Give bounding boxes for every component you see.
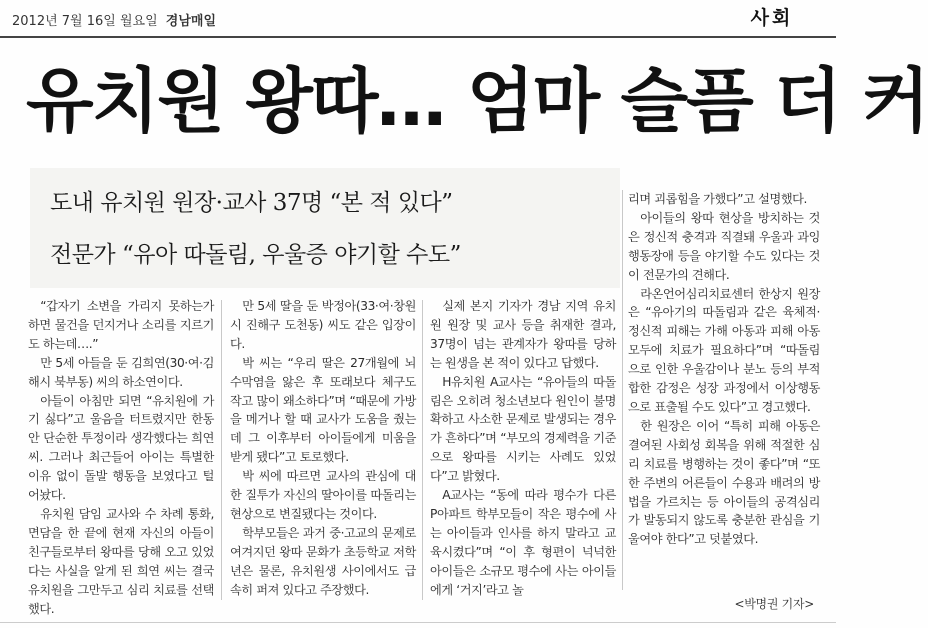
column-divider [422, 300, 423, 600]
reporter-byline: <박명권 기자> [734, 597, 814, 611]
paragraph: 유치원 담임 교사와 수 차례 통화, 면담을 한 끝에 현재 자신의 아들이 친구들로부터 왕따를 당해 오고 있었다는 사실을 알게 된 희연 씨는 결국 유치원을 그만두고 심리 치료를 선택했다. [28, 506, 214, 616]
article-column-4 [628, 190, 820, 549]
paragraph: 만 5세 아들을 둔 김희연(30·여·김해시 북부동) 씨의 하소연이다. [28, 355, 214, 389]
column-divider [221, 300, 222, 600]
paragraph: 학부모들은 과거 중·고교의 문제로 여겨지던 왕따 문화가 초등학교 저학년은 물론, 유치원생 사이에서도 급속히 퍼져 있다고 주장했다. [230, 525, 416, 597]
paragraph: 아들이 아침만 되면 “유치원에 가기 싫다”고 울음을 터트렸지만 한동안 단순한 투정이라 생각했다는 희연 씨. 그러나 최근들어 아이는 특별한 이유 없이 돌발 행동을 보였다고 털어놨다. [28, 393, 214, 503]
paragraph: “갑자기 소변을 가리지 못하는가 하면 물건을 던지거나 소리를 지르기도 하는데….” [28, 299, 214, 351]
subhead-1: 도내 유치원 원장·교사 37명 “본 적 있다” [50, 190, 453, 216]
paragraph: H유치원 A교사는 “유아들의 따돌림은 오히려 청소년보다 원인이 불명확하고 사소한 문제로 발생되는 경우가 흔하다”며 “부모의 경제력을 기준으로 왕따를 시키는 사례도 있었다”고 밝혔다. [430, 374, 616, 484]
publication-name: 경남매일 [165, 14, 217, 29]
article-column-3 [430, 297, 616, 600]
bottom-divider [0, 622, 836, 623]
paragraph: 실제 본지 기자가 경남 지역 유치원 원장 및 교사 등을 취재한 결과, 37명이 넘는 관계자가 왕따를 당하는 원생을 본 적이 있다고 답했다. [430, 299, 616, 370]
issue-date: 2012년 7월 16일 월요일 [12, 14, 158, 29]
paragraph: A교사는 “동에 따라 평수가 다른 P아파트 학부모들이 작은 평수에 사는 아이들과 인사를 하지 말라고 교육시켰다”며 “이 후 형편이 넉넉한 아이들은 소규모 평수에 사는 아이들에게 ‘거지’라고 놀 [430, 488, 616, 597]
column-divider [622, 190, 623, 590]
paragraph: 한 원장은 이어 “특히 피해 아동은 결여된 사회성 회복을 위해 적절한 심리 치료를 병행하는 것이 좋다”며 “또한 주변의 어른들이 수용과 배려의 방법을 가르치는 등 아이들의 공격심리가 발동되지 않도록 충분한 관심을 기울여야 한다”고 덧붙였다. [628, 418, 820, 547]
paragraph: 라온언어심리치료센터 한상지 원장은 “유아기의 따돌림과 같은 육체적·정신적 피해는 가해 아동과 피해 아동 모두에 치료가 필요하다”며 “따돌림으로 인한 우울감이나 분노 등의 부적합한 감정은 성장 과정에서 이상행동으로 표출될 수도 있다”고 경고했다. [628, 286, 820, 414]
paragraph: 아이들의 왕따 현상을 방치하는 것은 정신적 충격과 직결돼 우울과 과잉행동장애 등을 야기할 수도 있다는 것이 전문가의 견해다. [628, 210, 820, 282]
article-column-1 [28, 297, 214, 618]
paragraph: 박 씨에 따르면 교사의 관심에 대한 질투가 자신의 딸아이를 따돌리는 현상으로 변질됐다는 것이다. [230, 469, 416, 521]
section-label: 사회 [750, 7, 794, 29]
paragraph: 만 5세 딸을 둔 박정아(33·여·창원시 진해구 도천동) 씨도 같은 입장이다. [230, 299, 416, 351]
article-headline: 유치원 왕따… 엄마 슬픔 더 커 [26, 60, 928, 142]
page-header [0, 0, 836, 34]
paragraph: 박 씨는 “우리 딸은 27개월에 뇌수막염을 앓은 후 또래보다 체구도 작고 많이 왜소하다”며 “때문에 가방을 메거나 할 때 교사가 도움을 줬는데 그 이후부터 아이들에게 미움을 받게 됐다”고 토로했다. [230, 355, 416, 465]
issue-date-line [12, 10, 216, 29]
subhead-2: 전문가 “유아 따돌림, 우울증 야기할 수도” [50, 242, 461, 268]
article-column-2 [230, 297, 416, 600]
paragraph: 리며 괴롭힘을 가했다”고 설명했다. [628, 192, 808, 206]
header-divider [0, 36, 836, 38]
